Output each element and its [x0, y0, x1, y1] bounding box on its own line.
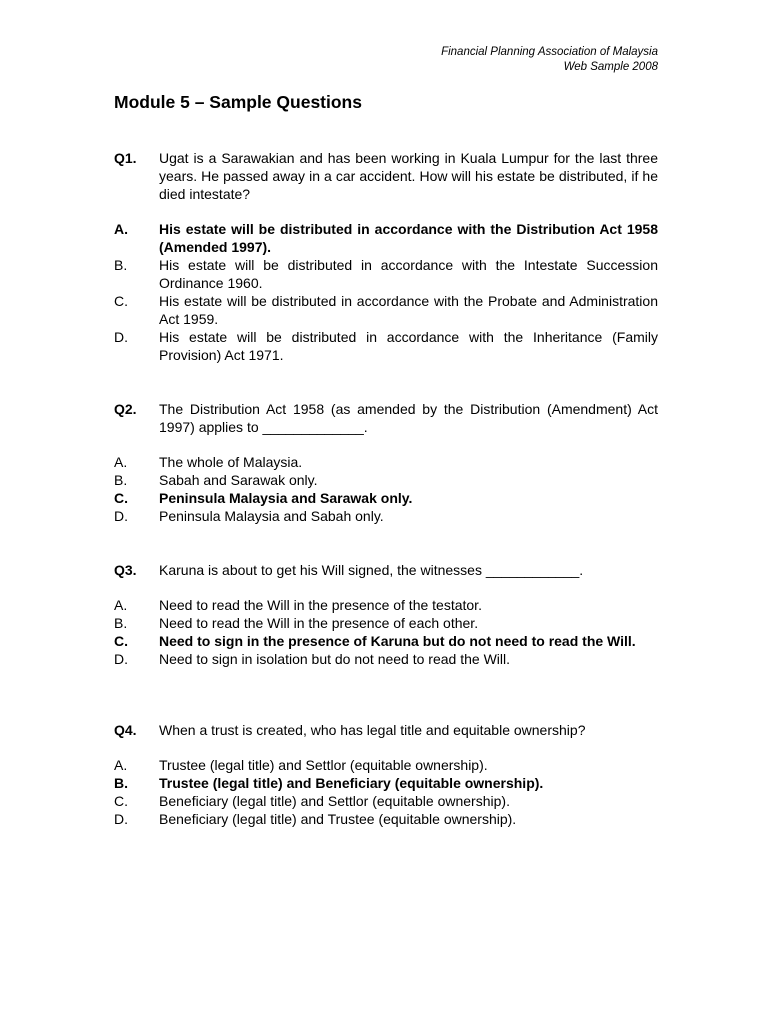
- option-letter: C.: [114, 490, 128, 506]
- option-letter: A.: [114, 221, 128, 237]
- question-number: Q2.: [114, 401, 137, 417]
- option-a: [114, 220, 658, 256]
- option-text: Need to read the Will in the presence of the testator.: [159, 597, 482, 613]
- option-text: His estate will be distributed in accordance with the Distribution Act 1958 (Amended 1997).: [159, 221, 658, 255]
- question-text: Ugat is a Sarawakian and has been working in Kuala Lumpur for the last three years. He passed away in a car accident. How will his estate be distributed, if he died intestate?: [159, 150, 658, 202]
- option-list: [114, 756, 658, 828]
- option-letter: B.: [114, 615, 128, 631]
- option-letter: C.: [114, 633, 128, 649]
- page-title: Module 5 – Sample Questions: [114, 92, 362, 112]
- option-d: [114, 328, 658, 364]
- option-text: Need to read the Will in the presence of each other.: [159, 615, 479, 631]
- option-text: His estate will be distributed in accordance with the Inheritance (Family Provision) Act 1971.: [159, 329, 658, 363]
- option-list: [114, 220, 658, 364]
- question-stem: [114, 561, 658, 579]
- question-3: [114, 561, 658, 668]
- option-c: [114, 292, 658, 328]
- question-1: [114, 149, 658, 364]
- header-edition: Web Sample 2008: [563, 61, 658, 73]
- option-letter: B.: [114, 472, 128, 488]
- option-text: Trustee (legal title) and Settlor (equitable ownership).: [159, 757, 488, 773]
- option-letter: B.: [114, 257, 128, 273]
- option-text: His estate will be distributed in accordance with the Intestate Succession Ordinance 1960.: [159, 257, 658, 291]
- option-a: [114, 596, 658, 614]
- option-text: Trustee (legal title) and Beneficiary (equitable ownership).: [159, 775, 544, 791]
- option-text: His estate will be distributed in accordance with the Probate and Administration Act 1959.: [159, 293, 658, 327]
- option-letter: D.: [114, 651, 128, 667]
- question-number: Q4.: [114, 722, 137, 738]
- option-c: [114, 792, 658, 810]
- option-a: [114, 756, 658, 774]
- option-b: [114, 774, 658, 792]
- option-text: Peninsula Malaysia and Sabah only.: [159, 508, 384, 524]
- option-text: The whole of Malaysia.: [159, 454, 303, 470]
- option-b: [114, 614, 658, 632]
- option-letter: C.: [114, 293, 128, 309]
- option-text: Sabah and Sarawak only.: [159, 472, 318, 488]
- question-stem: [114, 149, 658, 203]
- header-organization: Financial Planning Association of Malaysia: [441, 46, 658, 58]
- option-list: [114, 453, 658, 525]
- question-number: Q1.: [114, 150, 137, 166]
- question-text: The Distribution Act 1958 (as amended by the Distribution (Amendment) Act 1997) applies to _____________.: [159, 401, 658, 435]
- option-d: [114, 650, 658, 668]
- question-stem: [114, 721, 658, 739]
- question-2: [114, 400, 658, 525]
- option-letter: B.: [114, 775, 128, 791]
- option-text: Beneficiary (legal title) and Settlor (equitable ownership).: [159, 793, 510, 809]
- option-b: [114, 256, 658, 292]
- option-letter: D.: [114, 508, 128, 524]
- option-list: [114, 596, 658, 668]
- option-c: [114, 632, 658, 650]
- page-header: [441, 45, 658, 75]
- option-text: Peninsula Malaysia and Sarawak only.: [159, 490, 413, 506]
- option-c: [114, 489, 658, 507]
- question-4: [114, 721, 658, 828]
- option-letter: D.: [114, 811, 128, 827]
- option-b: [114, 471, 658, 489]
- option-a: [114, 453, 658, 471]
- option-d: [114, 810, 658, 828]
- option-text: Beneficiary (legal title) and Trustee (equitable ownership).: [159, 811, 517, 827]
- option-text: Need to sign in isolation but do not need to read the Will.: [159, 651, 510, 667]
- option-letter: A.: [114, 757, 128, 773]
- option-letter: C.: [114, 793, 128, 809]
- question-number: Q3.: [114, 562, 137, 578]
- question-text: Karuna is about to get his Will signed, the witnesses ____________.: [159, 562, 584, 578]
- question-stem: [114, 400, 658, 436]
- option-d: [114, 507, 658, 525]
- option-letter: A.: [114, 597, 128, 613]
- option-text: Need to sign in the presence of Karuna but do not need to read the Will.: [159, 633, 636, 649]
- question-text: When a trust is created, who has legal title and equitable ownership?: [159, 722, 586, 738]
- option-letter: D.: [114, 329, 128, 345]
- option-letter: A.: [114, 454, 128, 470]
